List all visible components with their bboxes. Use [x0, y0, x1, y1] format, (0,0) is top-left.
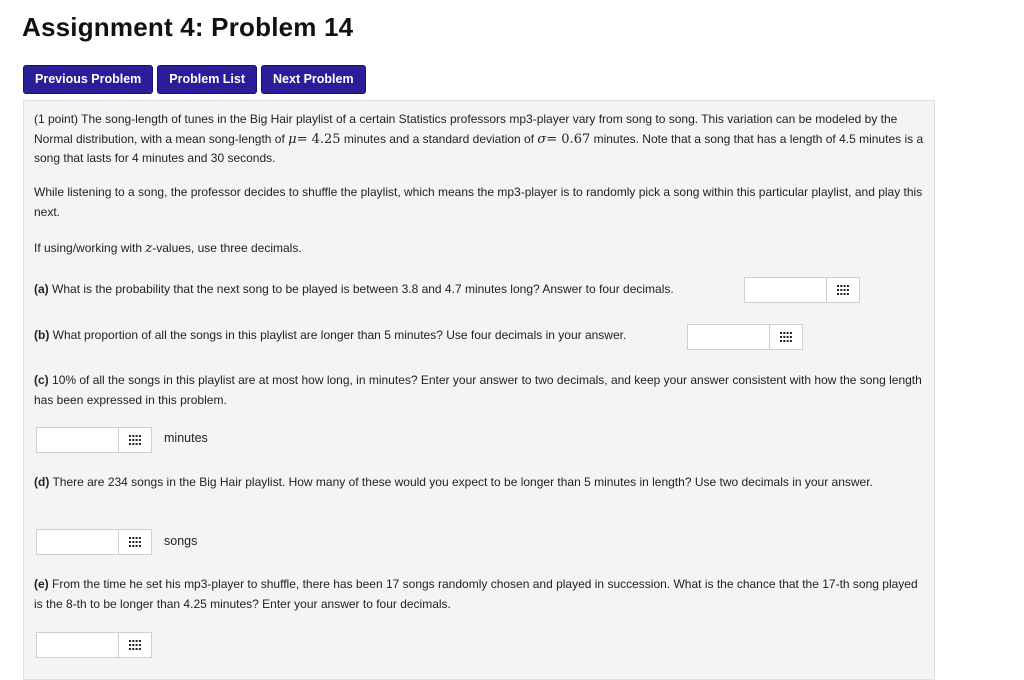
- part-c-answer-box: [36, 427, 152, 453]
- part-b-text: What proportion of all the songs in this playlist are longer than 5 minutes? Use four decimals in your answer.: [52, 328, 627, 342]
- part-e-tool-button[interactable]: [118, 633, 151, 657]
- part-d-unit: songs: [164, 534, 198, 548]
- part-a-label: (a): [34, 282, 49, 296]
- part-a-answer-box: [744, 277, 860, 303]
- part-e-answer-input[interactable]: [37, 633, 121, 657]
- part-c-text: 10% of all the songs in this playlist are at most how long, in minutes? Enter your answer to two decimals, and keep your answer consistent with how the song length has been expressed in this problem.: [34, 373, 922, 407]
- part-d-answer-input[interactable]: [37, 530, 121, 554]
- intro-text-1: The song-length of tunes in the Big Hair playlist of a certain Statistics professors mp3-player vary from song to song. This variation can be modeled by the Normal distribution, with a mean song-length of: [34, 112, 898, 146]
- intro-text-2: minutes and a standard deviation of: [343, 131, 535, 146]
- sigma-symbol: σ: [537, 131, 547, 147]
- z-variable: z: [145, 241, 153, 256]
- page-title: Assignment 4: Problem 14: [22, 12, 354, 42]
- part-c-tool-button[interactable]: [118, 428, 151, 452]
- problem-body: [23, 100, 935, 680]
- part-c-answer-input[interactable]: [37, 428, 121, 452]
- part-b-label: (b): [34, 328, 50, 342]
- part-d-answer-box: [36, 529, 152, 555]
- part-d-label: (d): [34, 475, 50, 489]
- grid-icon: [837, 285, 849, 295]
- part-e-label: (e): [34, 577, 49, 591]
- grid-icon: [129, 537, 141, 547]
- part-d-tool-button[interactable]: [118, 530, 151, 554]
- part-a-answer-input[interactable]: [745, 278, 829, 302]
- problem-intro: [34, 110, 929, 169]
- grid-icon: [780, 332, 792, 342]
- part-b-answer-box: [687, 324, 803, 350]
- grid-icon: [129, 640, 141, 650]
- part-c-label: (c): [34, 373, 49, 387]
- part-d-text: There are 234 songs in the Big Hair playlist. How many of these would you expect to be longer than 5 minutes in length? Use two decimals in your answer.: [52, 475, 873, 489]
- zvalue-suffix: -values, use three decimals.: [152, 241, 302, 255]
- mu-symbol: μ: [288, 131, 297, 147]
- next-problem-button[interactable]: Next Problem: [261, 65, 366, 94]
- part-a-text: What is the probability that the next song to be played is between 3.8 and 4.7 minutes long? Answer to four decimals.: [52, 282, 674, 296]
- problem-list-button[interactable]: Problem List: [157, 65, 257, 94]
- mu-value: = 4.25: [296, 131, 341, 147]
- part-e-answer-box: [36, 632, 152, 658]
- part-b-tool-button[interactable]: [769, 325, 802, 349]
- part-a-tool-button[interactable]: [826, 278, 859, 302]
- sigma-value: = 0.67: [546, 131, 591, 147]
- intro-text-3: minutes. Note that a song that has a length of 4.5 minutes is a song that lasts for 4 minutes and 30 seconds.: [34, 131, 924, 165]
- grid-icon: [129, 435, 141, 445]
- zvalue-note: [34, 239, 929, 259]
- part-b-answer-input[interactable]: [688, 325, 772, 349]
- points-label: (1 point): [34, 112, 79, 126]
- previous-problem-button[interactable]: Previous Problem: [23, 65, 153, 94]
- problem-navigation: [23, 65, 366, 94]
- part-e-text: From the time he set his mp3-player to shuffle, there has been 17 songs randomly chosen and played in succession. What is the chance that the 17-th song played is the 8-th to be longer than 4.25 minutes? Enter your answer to four decimals.: [34, 577, 918, 611]
- part-d-question: [34, 473, 929, 493]
- zvalue-prefix: If using/working with: [34, 241, 143, 255]
- shuffle-paragraph: While listening to a song, the professor decides to shuffle the playlist, which means the mp3-player is to randomly pick a song within this particular playlist, and play this next.: [34, 185, 923, 219]
- part-c-unit: minutes: [164, 431, 208, 445]
- part-c-question: [34, 371, 929, 410]
- part-e-question: [34, 575, 929, 614]
